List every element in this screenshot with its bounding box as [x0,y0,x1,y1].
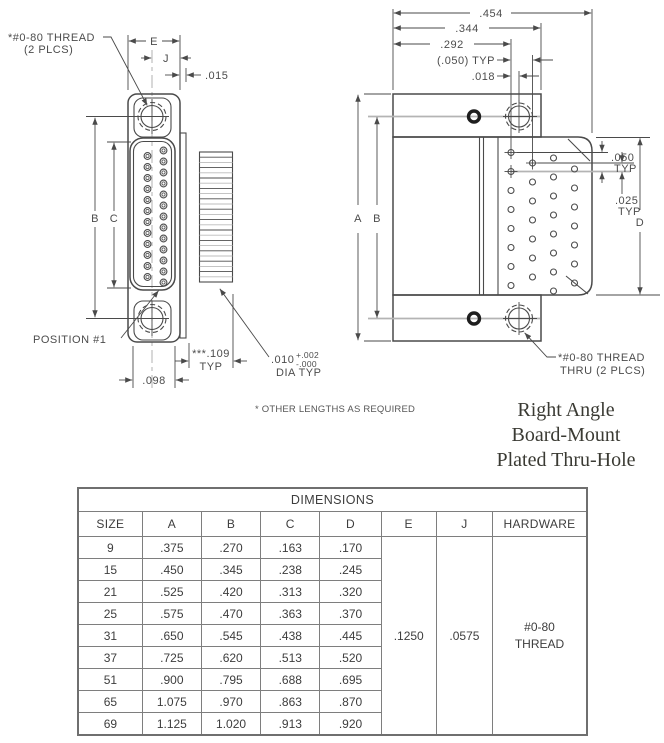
dim-B-left [91,118,99,317]
board-pin-hole [530,236,536,242]
dim-J [141,53,191,65]
pin-hole [144,186,151,193]
dim-dia-suffix: DIA TYP [276,367,322,379]
dim-050-col-label: (.050) TYP [437,55,495,67]
dim-dia-tol-minus: -.000 [296,359,317,369]
cell-a: .725 [142,647,201,669]
screw-hole-top [134,98,171,137]
dimensions-table [77,487,588,736]
dim-c-label: C [109,213,119,225]
cell-d: .920 [320,713,381,736]
pin-hole [144,208,151,215]
title-block [496,399,635,471]
pin-hole [144,175,151,182]
cell-d: .695 [320,669,381,691]
board-pin-hole [551,212,557,218]
pin-hole [160,279,167,286]
cell-size: 65 [78,691,142,713]
thread-note-line1: *#0-80 THREAD [8,32,95,44]
table-title: DIMENSIONS [78,488,587,512]
board-pin-hole [551,269,557,275]
dim-j-label: J [163,53,169,65]
board-pin-hole [508,226,514,232]
contact-holes [144,147,167,286]
cell-a: 1.125 [142,713,201,736]
threaded-hole-top [503,100,537,133]
cell-size: 25 [78,603,142,625]
dim-dia [220,289,322,379]
pin-hole [144,263,151,270]
board-pin-hole [530,255,536,261]
board-pin-hole [508,188,514,194]
dim-018 [472,71,539,103]
dim-B-right [373,117,381,317]
cell-c: .438 [261,625,320,647]
board-pin-hole [530,198,536,204]
cell-b: .620 [201,647,260,669]
pin-hole [160,169,167,176]
col-header-c: C [261,512,320,537]
board-pin-hole [508,264,514,270]
cell-c: .863 [261,691,320,713]
cell-a: .375 [142,537,201,559]
footnote: * OTHER LENGTHS AS REQUIRED [255,404,416,415]
pin-hole [144,230,151,237]
chamfer-top [568,139,590,161]
hardware-line-2: THREAD [514,636,565,651]
cell-d: .445 [320,625,381,647]
pin-hole [144,252,151,259]
thread-thru-line1: *#0-80 THREAD [558,352,645,364]
pin-hole [160,224,167,231]
cell-d: .870 [320,691,381,713]
col-header-hardware: HARDWARE [493,512,587,537]
title-line-3: Plated Thru-Hole [496,449,636,471]
dim-b-label: B [91,213,99,225]
pin-hole [160,257,167,264]
dim-098 [119,346,189,388]
title-line-2: Board-Mount [511,424,621,446]
cell-c: .913 [261,713,320,736]
cell-a: .650 [142,625,201,647]
board-pin-hole [530,217,536,223]
dim-015 [165,68,228,82]
cell-b: .795 [201,669,260,691]
cell-c: .513 [261,647,320,669]
cell-a: .575 [142,603,201,625]
cell-hardware-merged [493,537,587,736]
contact-comb [200,152,233,282]
cell-b: .470 [201,603,260,625]
cell-b: .345 [201,559,260,581]
cell-d: .170 [320,537,381,559]
col-header-b: B [201,512,260,537]
d-sub-insert [130,138,175,290]
cell-c: .163 [261,537,320,559]
thread-note-left [8,32,147,105]
board-pin-hole [508,245,514,251]
col-header-j: J [436,512,492,537]
board-pin-hole [508,207,514,213]
pin-hole [160,213,167,220]
cell-b: .970 [201,691,260,713]
pin-hole [160,235,167,242]
cell-size: 69 [78,713,142,736]
cell-a: .450 [142,559,201,581]
dim-d-label: D [635,217,645,229]
dim-e-label: E [150,36,158,48]
pin-hole [160,180,167,187]
table-row [78,537,587,559]
cell-a: .900 [142,669,201,691]
cell-a: 1.075 [142,691,201,713]
screw-hole-bottom [134,301,171,340]
pin-hole [144,164,151,171]
cell-d: .245 [320,559,381,581]
board-pin-hole [551,193,557,199]
dim-098-label: .098 [142,375,166,387]
cell-d: .370 [320,603,381,625]
pin-hole [144,197,151,204]
thread-thru-line2: THRU (2 PLCS) [560,365,646,377]
board-pin-hole [551,174,557,180]
dim-050-row [602,141,637,183]
dim-dia-tol-plus: +.002 [296,350,320,360]
board-pin-hole [572,261,578,267]
dim-b-right-label: B [373,213,381,225]
cell-b: .545 [201,625,260,647]
col-header-d: D [320,512,381,537]
board-pin-hole [551,288,557,294]
board-pin-hole [572,242,578,248]
dim-E [128,35,180,90]
pin-hole [144,241,151,248]
dim-025-label: .025 [615,195,639,207]
cell-d: .520 [320,647,381,669]
board-pin-hole [572,185,578,191]
cell-c: .238 [261,559,320,581]
cell-j-merged: .0575 [436,537,492,736]
thread-note-line2: (2 PLCS) [24,44,74,56]
dim-292-label: .292 [440,39,464,51]
pin-hole [144,153,151,160]
cell-c: .688 [261,669,320,691]
board-pin-hole [508,283,514,289]
thread-note-right [525,333,646,377]
dim-dia-value: .010 [271,354,295,366]
dim-454-label: .454 [479,8,503,20]
cell-d: .320 [320,581,381,603]
pin-hole [160,147,167,154]
dim-344-label: .344 [455,23,479,35]
position-label: POSITION #1 [33,334,107,346]
pin-hole [160,191,167,198]
title-line-1: Right Angle [517,399,615,421]
board-pin-hole [530,274,536,280]
cell-size: 31 [78,625,142,647]
dim-018-label: .018 [471,71,495,83]
dim-109-label: ***.109 [192,348,230,360]
dim-109-typ: TYP [199,361,223,373]
board-pin-hole [530,179,536,185]
cell-size: 15 [78,559,142,581]
cell-b: 1.020 [201,713,260,736]
threaded-hole-bottom [503,302,537,335]
dim-015-label: .015 [205,70,229,82]
left-view [8,32,321,392]
mounting-plate-edge [180,133,186,338]
cell-b: .420 [201,581,260,603]
right-view [354,8,660,377]
pin-hole [160,268,167,275]
dim-050-typ: TYP [614,163,637,175]
pin-hole [160,158,167,165]
cell-size: 9 [78,537,142,559]
pin-hole [160,202,167,209]
cell-c: .363 [261,603,320,625]
board-pin-hole [551,155,557,161]
board-pin-hole [572,204,578,210]
board-pin-holes [505,146,578,294]
cell-c: .313 [261,581,320,603]
cell-size: 37 [78,647,142,669]
board-pin-hole [551,250,557,256]
col-header-size: SIZE [78,512,142,537]
dim-025-typ: TYP [618,206,641,218]
pin-hole [144,219,151,226]
board-pin-hole [572,223,578,229]
cell-b: .270 [201,537,260,559]
cell-size: 21 [78,581,142,603]
cell-size: 51 [78,669,142,691]
dim-050-col [437,55,553,157]
board-pin-hole [551,231,557,237]
dim-a-label: A [354,213,362,225]
pin-hole [144,274,151,281]
pin-hole [160,246,167,253]
col-header-a: A [142,512,201,537]
connector-side-body [393,137,592,295]
cell-e-merged: .1250 [381,537,436,736]
dim-050-label: .050 [611,152,635,164]
cell-a: .525 [142,581,201,603]
hardware-line-1: #0-80 [524,619,555,634]
col-header-e: E [381,512,436,537]
